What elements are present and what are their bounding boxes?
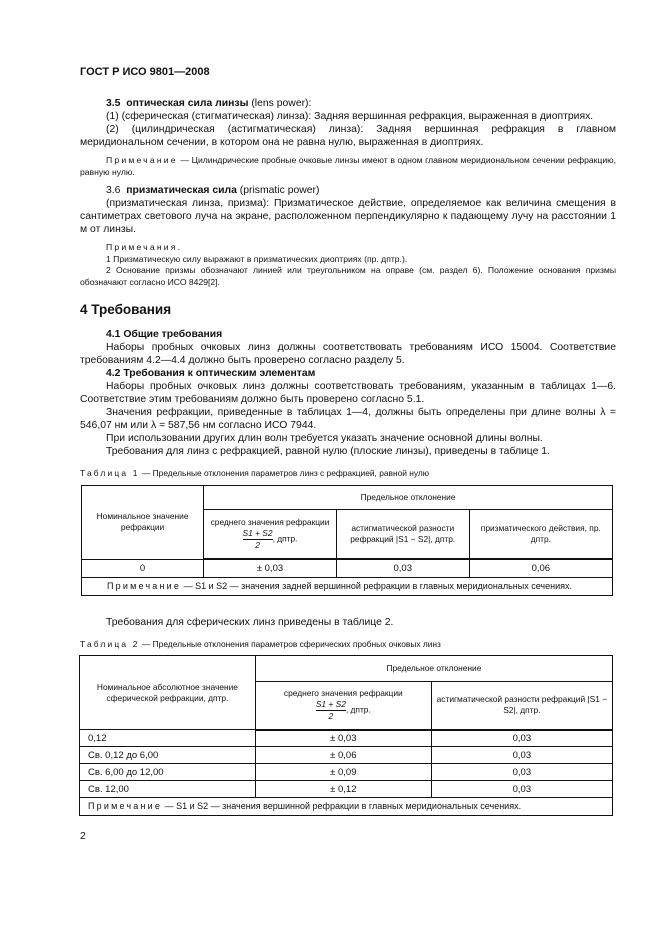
denominator: 2 <box>255 539 260 550</box>
paragraph: (1) (сферическая (стигматическая) линза): Задняя вершинная рефракция, выраженная в диоптриях. <box>106 111 594 122</box>
table-2 <box>79 655 613 816</box>
page-header: ГОСТ Р ИСО 9801—2008 <box>80 66 210 78</box>
fraction <box>243 528 273 551</box>
numerator: S1 + S2 <box>315 699 346 710</box>
cell: Св. 0,12 до 6,00 <box>80 747 256 764</box>
note-label: Примечание <box>107 580 182 591</box>
header-mean <box>204 509 337 559</box>
cell: 0,03 <box>336 559 469 577</box>
table-row <box>82 559 613 577</box>
page-number: 2 <box>80 831 86 842</box>
cell: ± 0,06 <box>255 747 431 764</box>
term-en: (lens power): <box>251 98 312 109</box>
cell: ± 0,03 <box>204 559 337 577</box>
subsection-title: 4.2 Требования к оптическим элементам <box>106 368 316 379</box>
table-label: Таблица 2 <box>80 638 140 649</box>
paragraph: Значения рефракции, приведенные в таблицах 1—4, должны быть определены при длине волны λ = 546,07 нм или λ = 587,56 нм согласно ИСО 7944. <box>80 407 616 431</box>
header-nominal: Номинальное абсолютное значение сферической рефракции, дптр. <box>80 656 256 730</box>
cell: Св. 12,00 <box>80 781 256 798</box>
table-row <box>80 781 613 798</box>
term-number: 3.5 <box>106 98 121 109</box>
table-1 <box>81 485 613 596</box>
term-en: (prismatic power) <box>239 185 320 196</box>
caption-text: — Предельные отклонения параметров линз с рефракцией, равной нулю <box>139 468 430 478</box>
header-astigmatic: астигматической разности рефракций |S1 − S2|, дптр. <box>431 682 612 730</box>
cell: ± 0,12 <box>255 781 431 798</box>
paragraph: При использовании других длин волн требуется указать значение основной длины волны. <box>106 433 543 444</box>
cell: Св. 6,00 до 12,00 <box>80 764 256 781</box>
note-text: — S1 и S2 — значения задней вершинной рефракции в главных меридиональных сечениях. <box>181 580 572 591</box>
paragraph: Требования для сферических линз приведены в таблице 2. <box>106 616 394 628</box>
cell: 0 <box>82 559 204 577</box>
cell: 0,12 <box>80 730 256 747</box>
cell: ± 0,03 <box>255 730 431 747</box>
numerator: S1 + S2 <box>242 527 273 538</box>
caption-text: — Предельные отклонения параметров сферических пробных очковых линз <box>139 638 441 649</box>
unit: , дптр. <box>345 704 371 715</box>
term: призматическая сила <box>126 185 237 196</box>
table-1-caption <box>80 468 616 480</box>
cell: 0,03 <box>431 730 612 747</box>
paragraph: (призматическая линза, призма): Призматическое действие, определяемое как величина смещения в сантиметрах светового луча на экране, расположенном перпендикулярно к падающему лучу на расстоянии 1 м от линзы. <box>80 198 616 235</box>
fraction <box>316 699 346 722</box>
section-4-body <box>80 328 616 458</box>
cell: 0,03 <box>431 747 612 764</box>
unit: , дптр. <box>272 533 298 544</box>
cell: ± 0,09 <box>255 764 431 781</box>
header-text: среднего значения рефракции <box>283 688 403 699</box>
note-text: — S1 и S2 — значения вершинной рефракции в главных меридиональных сечениях. <box>162 801 522 811</box>
note-label: Примечание <box>106 155 178 165</box>
cell: 0,03 <box>431 764 612 781</box>
table-row <box>80 730 613 747</box>
paragraph: (2) (цилиндрическая (астигматическая) линза): Задняя вершинная рефракция в главном меридиональном сечении, в котором она не равна нулю, выраженная в диоптриях. <box>80 124 616 148</box>
term-number: 3.6 <box>106 185 121 196</box>
table-label: Таблица 1 <box>80 468 140 478</box>
paragraph: Требования для линз с рефракцией, равной нулю (плоские линзы), приведены в таблице 1. <box>106 446 550 457</box>
note-2: 2 Основание призмы обозначают линией или треугольником на оправе (см. раздел 6). Положение основания призмы обозначают согласно ИСО 8429[2]. <box>80 265 616 287</box>
section-4-title: 4 Требования <box>80 302 172 317</box>
note-1: 1 Призматическую силу выражают в призматических диоптриях (пр. дптр.). <box>106 253 408 264</box>
header-prismatic: призматического действия, пр. дптр. <box>469 509 612 559</box>
table-2-caption <box>80 639 616 651</box>
note-label: Примечание <box>88 801 163 811</box>
notes-label: Примечания. <box>106 242 183 252</box>
header-astigmatic: астигматической разности рефракций |S1 − S2|, дптр. <box>336 509 469 559</box>
section-3-5 <box>80 97 616 178</box>
header-mean <box>255 682 431 730</box>
header-text: среднего значения рефракции <box>210 516 330 527</box>
paragraph: Наборы пробных очковых линз должны соответствовать требованиям, указанным в таблицах 1—6. Соответствие этим требованиям должно быть проверено согласно 5.1. <box>80 381 616 405</box>
table-row <box>80 764 613 781</box>
header-deviation: Предельное отклонение <box>204 485 613 509</box>
table-row <box>80 747 613 764</box>
cell: 0,03 <box>431 781 612 798</box>
note-text: — Цилиндрические пробные очковые линзы имеют в одном главном меридиональном сечении рефракцию, равную нулю. <box>80 155 616 177</box>
cell: 0,06 <box>469 559 612 577</box>
header-nominal: Номинальное значение рефракции <box>82 485 204 559</box>
subsection-title: 4.1 Общие требования <box>106 329 223 340</box>
header-deviation: Предельное отклонение <box>255 656 612 682</box>
denominator: 2 <box>328 711 334 722</box>
section-3-6 <box>80 184 616 288</box>
term: оптическая сила линзы <box>126 98 249 109</box>
paragraph: Наборы пробных очковых линз должны соответствовать требованиям ИСО 15004. Соответствие требованиям 4.2—4.4 должно быть проверено согласно разделу 5. <box>80 342 616 366</box>
